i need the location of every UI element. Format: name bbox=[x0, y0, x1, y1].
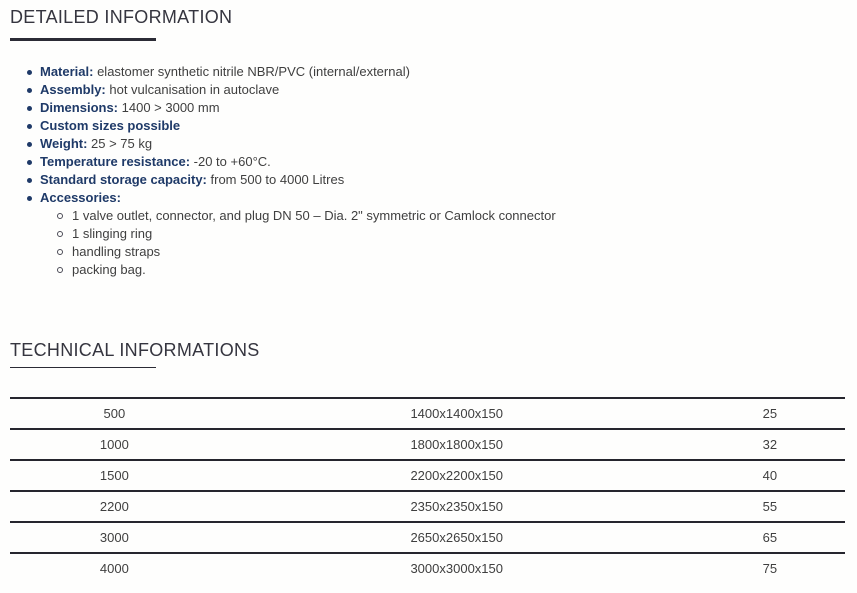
spec-list bbox=[0, 63, 857, 207]
accessory-text: packing bag. bbox=[72, 262, 146, 277]
spec-value: 1400 > 3000 mm bbox=[118, 100, 220, 115]
bullet-icon bbox=[27, 124, 32, 129]
spec-item-material bbox=[0, 63, 857, 81]
detailed-information-title: DETAILED INFORMATION bbox=[10, 7, 233, 27]
table-row bbox=[10, 398, 845, 429]
dimensions-cell: 3000x3000x150 bbox=[410, 561, 503, 576]
table-row bbox=[10, 491, 845, 522]
spec-value: from 500 to 4000 Litres bbox=[206, 172, 345, 187]
capacity-cell: 3000 bbox=[99, 530, 129, 545]
accessories-sub-list bbox=[0, 207, 857, 279]
bullet-icon bbox=[27, 88, 32, 93]
capacity-cell: 500 bbox=[103, 406, 126, 421]
accessory-item-packing-bag bbox=[0, 261, 857, 279]
weight-cell: 25 bbox=[762, 406, 778, 421]
spec-label: Assembly: bbox=[40, 82, 106, 97]
spec-item-custom-sizes bbox=[0, 117, 857, 135]
weight-cell: 75 bbox=[762, 561, 778, 576]
technical-table bbox=[10, 397, 845, 583]
circle-bullet-icon bbox=[57, 231, 63, 237]
bullet-icon bbox=[27, 70, 32, 75]
spec-label: Custom sizes possible bbox=[40, 118, 181, 133]
table-row bbox=[10, 460, 845, 491]
detailed-title-underline bbox=[10, 38, 156, 41]
spec-label: Material: bbox=[40, 64, 94, 79]
spec-item-storage-capacity bbox=[0, 171, 857, 189]
spec-value: -20 to +60°C. bbox=[190, 154, 271, 169]
capacity-cell: 4000 bbox=[99, 561, 129, 576]
technical-informations-title: TECHNICAL INFORMATIONS bbox=[10, 340, 260, 360]
capacity-cell: 2200 bbox=[99, 499, 129, 514]
spec-label: Temperature resistance: bbox=[40, 154, 191, 169]
accessory-text: handling straps bbox=[72, 244, 161, 259]
spec-item-weight bbox=[0, 135, 857, 153]
capacity-cell: 1500 bbox=[99, 468, 129, 483]
bullet-icon bbox=[27, 160, 32, 165]
technical-title-underline bbox=[10, 367, 156, 368]
accessory-item-handling-straps bbox=[0, 243, 857, 261]
circle-bullet-icon bbox=[57, 249, 63, 255]
spec-item-temperature bbox=[0, 153, 857, 171]
dimensions-cell: 2350x2350x150 bbox=[410, 499, 503, 514]
spec-value: elastomer synthetic nitrile NBR/PVC (internal/external) bbox=[93, 64, 410, 79]
spec-value: 25 > 75 kg bbox=[87, 136, 153, 151]
spec-value: hot vulcanisation in autoclave bbox=[105, 82, 280, 97]
weight-cell: 65 bbox=[762, 530, 778, 545]
accessory-item-valve-outlet bbox=[0, 207, 857, 225]
spec-label: Standard storage capacity: bbox=[40, 172, 207, 187]
bullet-icon bbox=[27, 196, 32, 201]
capacity-cell: 1000 bbox=[99, 437, 129, 452]
dimensions-cell: 2200x2200x150 bbox=[410, 468, 503, 483]
accessory-text: 1 valve outlet, connector, and plug DN 50 – Dia. 2" symmetric or Camlock connector bbox=[72, 208, 556, 223]
circle-bullet-icon bbox=[57, 267, 63, 273]
weight-cell: 55 bbox=[762, 499, 778, 514]
spec-item-accessories bbox=[0, 189, 857, 207]
weight-cell: 32 bbox=[762, 437, 778, 452]
spec-label: Weight: bbox=[40, 136, 88, 151]
spec-label: Accessories: bbox=[40, 190, 121, 205]
accessory-text: 1 slinging ring bbox=[72, 226, 153, 241]
dimensions-cell: 2650x2650x150 bbox=[410, 530, 503, 545]
accessory-item-slinging-ring bbox=[0, 225, 857, 243]
spec-item-dimensions bbox=[0, 99, 857, 117]
bullet-icon bbox=[27, 178, 32, 183]
dimensions-cell: 1800x1800x150 bbox=[410, 437, 503, 452]
dimensions-cell: 1400x1400x150 bbox=[410, 406, 503, 421]
table-row bbox=[10, 553, 845, 583]
circle-bullet-icon bbox=[57, 213, 63, 219]
bullet-icon bbox=[27, 142, 32, 147]
weight-cell: 40 bbox=[762, 468, 778, 483]
table-row bbox=[10, 429, 845, 460]
table-row bbox=[10, 522, 845, 553]
spec-label: Dimensions: bbox=[40, 100, 119, 115]
spec-item-assembly bbox=[0, 81, 857, 99]
bullet-icon bbox=[27, 106, 32, 111]
